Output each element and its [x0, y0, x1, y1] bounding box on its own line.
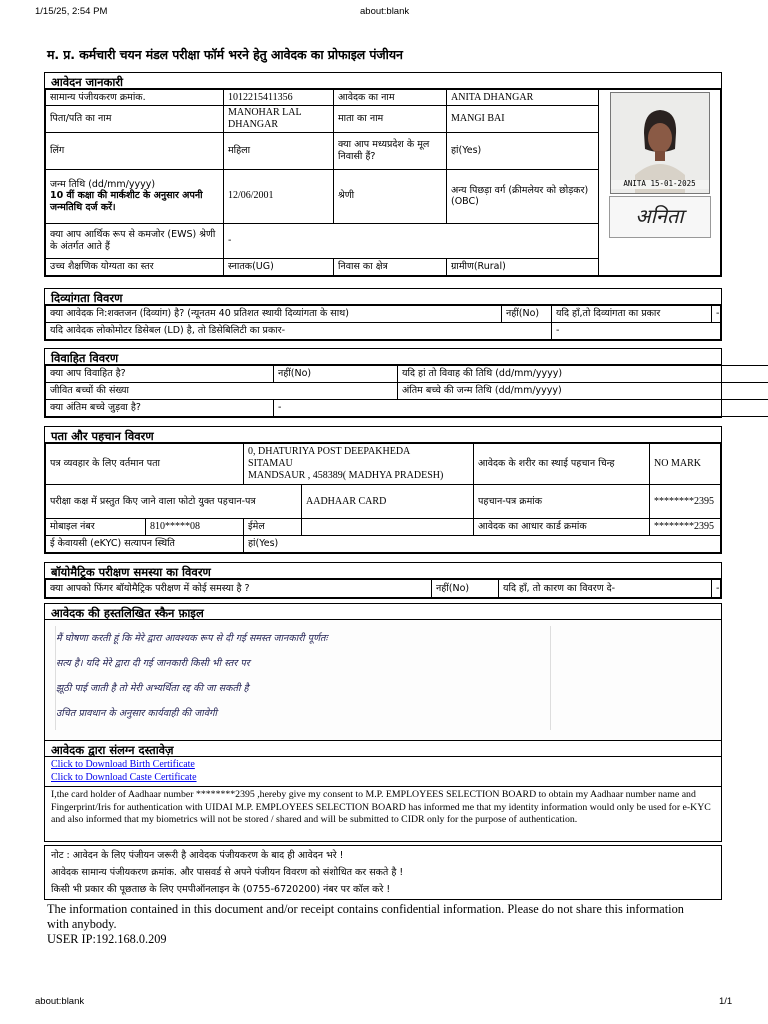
photo-id-label: परीक्षा कक्ष में प्रस्तुत किए जाने वाला फोटो युक्त पहचान-पत्र	[46, 485, 302, 519]
application-heading: आवेदन जानकारी	[45, 73, 721, 89]
last-child-label: अंतिम बच्चे की जन्म तिथि (dd/mm/yyyy)	[398, 383, 768, 400]
print-url: about:blank	[360, 6, 410, 17]
address-line1: 0, DHATURIYA POST DEEPAKHEDA	[248, 446, 411, 458]
mark-label: आवेदक के शरीर का स्थाई पहचान चिन्ह	[474, 444, 650, 485]
marital-section	[44, 348, 722, 418]
twins-value: -	[274, 400, 768, 417]
application-section	[44, 72, 722, 277]
email-label: ईमेल	[244, 519, 302, 536]
caste-certificate-link[interactable]: Click to Download Caste Certificate	[51, 772, 197, 783]
note-line: आवेदक सामान्य पंजीयकरण क्रमांक. और पासवर्ड से अपने पंजीयन विवरण को संशोधित कर सकते है !	[51, 867, 404, 878]
marital-heading: विवाहित विवरण	[45, 349, 721, 365]
note-line: नोट : आवेदन के लिए पंजीयन जरूरी है आवेदक पंजीयकरण के बाद ही आवेदन भरे !	[51, 850, 344, 861]
dob-label: जन्म तिथि (dd/mm/yyyy)	[50, 179, 156, 191]
disability-question: क्या आवेदक नि:शक्तजन (दिव्यांग) है? (न्यूनतम 40 प्रतिशत स्थायी दिव्यांगता के साथ)	[46, 306, 502, 323]
biometric-answer: नहीं(No)	[432, 580, 499, 598]
address-line2: SITAMAU	[248, 458, 293, 470]
biometric-question: क्या आपको फिंगर बॉयोमैट्रिक परीक्षण में कोई समस्या है ?	[46, 580, 432, 598]
print-datetime: 1/15/25, 2:54 PM	[35, 6, 108, 17]
mother-label: माता का नाम	[334, 106, 447, 133]
email-value	[302, 519, 474, 536]
handwritten-line: उचित प्रावधान के अनुसार कार्यवाही की जावेगी	[56, 708, 217, 719]
documents-links	[45, 757, 721, 786]
biometric-reason-label: यदि हाँ, तो कारण का विवरण दे-	[499, 580, 712, 598]
mobile-value: 810*****08	[146, 519, 244, 536]
edu-value: स्नातक(UG)	[224, 258, 334, 275]
father-label: पिता/पति का नाम	[46, 106, 224, 133]
id-number-value: ********2395	[650, 485, 721, 519]
signature-text: अनिता	[635, 204, 684, 228]
address-label: पत्र व्यवहार के लिए वर्तमान पता	[46, 444, 244, 485]
children-label: जीवित बच्चों की संख्या	[46, 383, 398, 400]
ews-label: क्या आप आर्थिक रूप से कमजोर (EWS) श्रेणी के अंतर्गत आते हैं	[46, 223, 224, 258]
dob-cell	[46, 169, 224, 223]
edu-label: उच्च शैक्षणिक योग्यता का स्तर	[46, 258, 224, 275]
name-value: ANITA DHANGAR	[447, 90, 599, 106]
footer-url: about:blank	[35, 996, 85, 1007]
marriage-date-label: यदि हां तो विवाह की तिथि (dd/mm/yyyy)	[398, 366, 768, 383]
ekyc-label: ई केवायसी (eKYC) सत्यापन स्थिति	[46, 536, 244, 553]
handwritten-line: सत्य है। यदि मेरे द्वारा दी गई जानकारी किसी भी स्तर पर	[56, 658, 250, 669]
handwritten-line: मैं घोषणा करती हूं कि मेरे द्वारा आवश्यक रूप से दी गई समस्त जानकारी पूर्णतः	[56, 633, 328, 644]
page-title: म. प्र. कर्मचारी चयन मंडल परीक्षा फॉर्म भरने हेतु आवेदक का प्रोफाइल पंजीयन	[47, 47, 403, 62]
domicile-value: हां(Yes)	[447, 132, 599, 169]
applicant-signature	[609, 196, 711, 238]
note-line: किसी भी प्रकार की पूछताछ के लिए एमपीऑनलाइन के (0755-6720200) नंबर पर कॉल करे !	[51, 884, 391, 895]
handwritten-scan	[45, 620, 721, 740]
confidential-info	[47, 902, 707, 947]
address-value	[244, 444, 474, 485]
dob-note: 10 वीं कक्षा की मार्कशीट के अनुसार अपनी जन्मतिथि दर्ज करें।	[50, 190, 203, 213]
reg-label: सामान्य पंजीयकरण क्रमांक.	[46, 90, 224, 106]
gender-value: महिला	[224, 132, 334, 169]
reg-value: 1012215411356	[224, 90, 334, 106]
married-label: क्या आप विवाहित है?	[46, 366, 274, 383]
handwritten-image	[55, 626, 551, 730]
photo-caption: ANITA 15-01-2025	[611, 180, 709, 189]
name-label: आवेदक का नाम	[334, 90, 447, 106]
married-value: नहीं(No)	[274, 366, 398, 383]
ews-value: -	[224, 223, 599, 258]
footer-page: 1/1	[719, 996, 733, 1007]
address-heading: पता और पहचान विवरण	[45, 427, 721, 443]
disability-heading: दिव्यांगता विवरण	[45, 289, 721, 305]
twins-label: क्या अंतिम बच्चे जुड़वा है?	[46, 400, 274, 417]
category-value: अन्य पिछड़ा वर्ग (क्रीमलेयर को छोड़कर) (OBC)	[447, 169, 599, 223]
consent-text: I,the card holder of Aadhaar number ********2395 ,hereby give my consent to M.P. EMPLOYEES SELECTION BOARD to obtain my Aadhaar number name and Fingerprint/Iris for authentication with UIDAI M.P. EMPLOYEES SELECTION BOARD has informed me that my identity information would only be used for e-KYC and also informed that my biometrics will not be stored / shared and will be submitted to CIDR only for the purpose of authentication.	[44, 786, 722, 842]
handwritten-heading: आवेदक की हस्तलिखित स्कैन फ़ाइल	[45, 604, 721, 620]
documents-section	[44, 740, 722, 787]
biometric-section	[44, 562, 722, 599]
user-ip: USER IP:192.168.0.209	[47, 932, 167, 947]
address-line3: MANDSAUR , 458389( MADHYA PRADESH)	[248, 469, 444, 481]
gender-label: लिंग	[46, 132, 224, 169]
photo-cell	[599, 90, 721, 276]
notes-box	[44, 845, 722, 900]
area-value: ग्रामीण(Rural)	[447, 258, 599, 275]
ld-value: -	[552, 323, 721, 340]
area-label: निवास का क्षेत्र	[334, 258, 447, 275]
mark-value: NO MARK	[650, 444, 721, 485]
birth-certificate-link[interactable]: Click to Download Birth Certificate	[51, 759, 195, 770]
disability-section	[44, 288, 722, 341]
handwritten-section	[44, 603, 722, 741]
disability-answer: नहीं(No)	[502, 306, 552, 323]
disability-type-value: -	[712, 306, 721, 323]
id-number-label: पहचान-पत्र क्रमांक	[474, 485, 650, 519]
biometric-reason-value: -	[712, 580, 721, 598]
handwritten-line: झूठी पाई जाती है तो मेरी अभ्यर्थिता रद्द की जा सकती है	[56, 683, 249, 694]
ekyc-value: हां(Yes)	[244, 536, 721, 553]
disability-type-label: यदि हाँ,तो दिव्यांगता का प्रकार	[552, 306, 712, 323]
mobile-label: मोबाइल नंबर	[46, 519, 146, 536]
photo-id-value: AADHAAR CARD	[302, 485, 474, 519]
documents-heading: आवेदक द्वारा संलग्न दस्तावेज़	[45, 741, 721, 757]
dob-value: 12/06/2001	[224, 169, 334, 223]
mother-value: MANGI BAI	[447, 106, 599, 133]
ld-label: यदि आवेदक लोकोमोटर डिसेबल (LD) है, तो डिसेबिलिटी का प्रकार-	[46, 323, 552, 340]
father-value: MANOHAR LAL DHANGAR	[224, 106, 334, 133]
address-section	[44, 426, 722, 554]
applicant-photo	[610, 92, 710, 194]
domicile-label: क्या आप मध्यप्रदेश के मूल निवासी हैं?	[334, 132, 447, 169]
aadhaar-value: ********2395	[650, 519, 721, 536]
confidential-text: The information contained in this document and/or receipt contains confidential information. Please do not share this information with anybody.	[47, 902, 684, 931]
biometric-heading: बॉयोमैट्रिक परीक्षण समस्या का विवरण	[45, 563, 721, 579]
category-label: श्रेणी	[334, 169, 447, 223]
aadhaar-label: आवेदक का आधार कार्ड क्रमांक	[474, 519, 650, 536]
